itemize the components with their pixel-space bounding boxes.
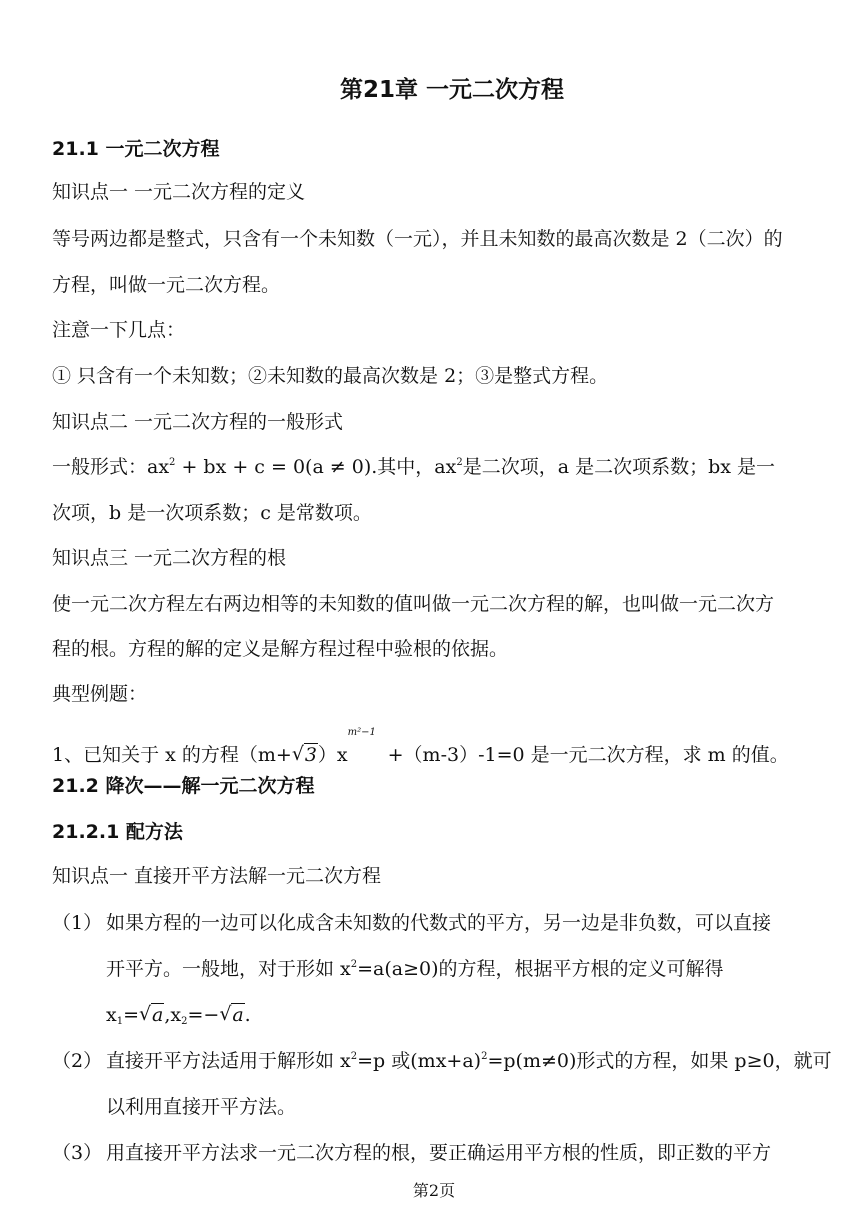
item3-number: （3） (52, 1142, 103, 1164)
x2-label: ,x (164, 1004, 182, 1026)
item1-number: （1） (52, 912, 103, 934)
item2-line1-part-a: 直接开平方法适用于解形如 x (106, 1050, 351, 1072)
kp2-heading: 知识点二 一元二次方程的一般形式 (52, 411, 344, 433)
kp3-heading: 知识点三 一元二次方程的根 (52, 547, 287, 569)
item1-line2 (106, 955, 724, 983)
example-question-1 (52, 727, 789, 769)
section-heading-21-2-1: 21.2.1 配方法 (52, 821, 183, 843)
kp3-line1: 使一元二次方程左右两边相等的未知数的值叫做一元二次方程的解，也叫做一元二次方 (52, 593, 775, 615)
item1-line2-part-a: 开平方。一般地，对于形如 x (106, 958, 351, 980)
kp2-line2: 次项，b 是一次项系数；c 是常数项。 (52, 502, 372, 524)
section-heading-21-2: 21.2 降次——解一元二次方程 (52, 775, 315, 797)
kp1-heading: 知识点一 一元二次方程的定义 (52, 181, 306, 203)
subscript-2: 2 (181, 1016, 188, 1027)
q1-exponent: m²−1 (347, 727, 376, 738)
sqrt-radicand: a (232, 1004, 244, 1026)
q1-exponent-box (347, 727, 388, 761)
q1-part-c: +（m-3）-1=0 是一元二次方程，求 m 的值。 (387, 744, 789, 766)
item2-line1 (106, 1047, 832, 1075)
subscript-1: 1 (116, 1016, 124, 1027)
q1-part-b: ）x (317, 744, 348, 766)
period: . (244, 1004, 251, 1026)
kp-direct-heading: 知识点一 直接开平方法解一元二次方程 (52, 865, 382, 887)
eq-minus: =− (187, 1004, 220, 1026)
sqrt-symbol (219, 1001, 244, 1029)
kp2-line1 (52, 453, 775, 481)
superscript-2: 2 (350, 959, 358, 970)
item2-line1-part-c: =p(m≠0)形式的方程，如果 p≥0，就可 (487, 1050, 832, 1072)
superscript-2: 2 (481, 1051, 488, 1062)
item2-line2: 以利用直接开平方法。 (106, 1096, 297, 1118)
sqrt-symbol (292, 741, 318, 769)
q1-part-a: 1、已知关于 x 的方程（m+ (52, 744, 292, 766)
kp1-note-items: ① 只含有一个未知数；②未知数的最高次数是 2；③是整式方程。 (52, 365, 609, 387)
item1-line1: 如果方程的一边可以化成含未知数的代数式的平方，另一边是非负数，可以直接 (106, 912, 772, 934)
superscript-2: 2 (169, 457, 176, 468)
kp3-line2: 程的根。方程的解的定义是解方程过程中验根的依据。 (52, 638, 509, 660)
kp1-line1: 等号两边都是整式，只含有一个未知数（一元），并且未知数的最高次数是 2（二次）的 (52, 228, 783, 250)
eq-sign: = (123, 1004, 140, 1026)
superscript-2: 2 (456, 457, 463, 468)
examples-heading: 典型例题： (52, 683, 148, 705)
kp1-line2: 方程，叫做一元二次方程。 (52, 274, 281, 296)
item2-line1-part-b: =p 或(mx+a) (357, 1050, 482, 1072)
chapter-title: 第21章 一元二次方程 (340, 77, 565, 103)
kp2-line1-part-c: 是二次项，a 是二次项系数；bx 是一 (462, 456, 776, 478)
kp2-line1-part-b: + bx + c = 0(a ≠ 0).其中，ax (175, 456, 457, 478)
superscript-2: 2 (350, 1051, 358, 1062)
page-number-footer: 第2页 (412, 1181, 456, 1200)
sqrt-radicand: 3 (304, 744, 317, 766)
kp2-line1-part-a: 一般形式：ax (52, 456, 170, 478)
sqrt-symbol (139, 1001, 164, 1029)
sqrt-radicand: a (152, 1004, 164, 1026)
item2-number: （2） (52, 1050, 103, 1072)
item3-line1: 用直接开平方法求一元二次方程的根，要正确运用平方根的性质，即正数的平方 (106, 1142, 772, 1164)
item1-line3 (106, 1001, 251, 1029)
item1-line2-part-b: =a(a≥0)的方程，根据平方根的定义可解得 (357, 958, 724, 980)
x1-label: x (106, 1004, 117, 1026)
section-heading-21-1: 21.1 一元二次方程 (52, 138, 220, 160)
kp1-note-heading: 注意一下几点： (52, 319, 186, 341)
